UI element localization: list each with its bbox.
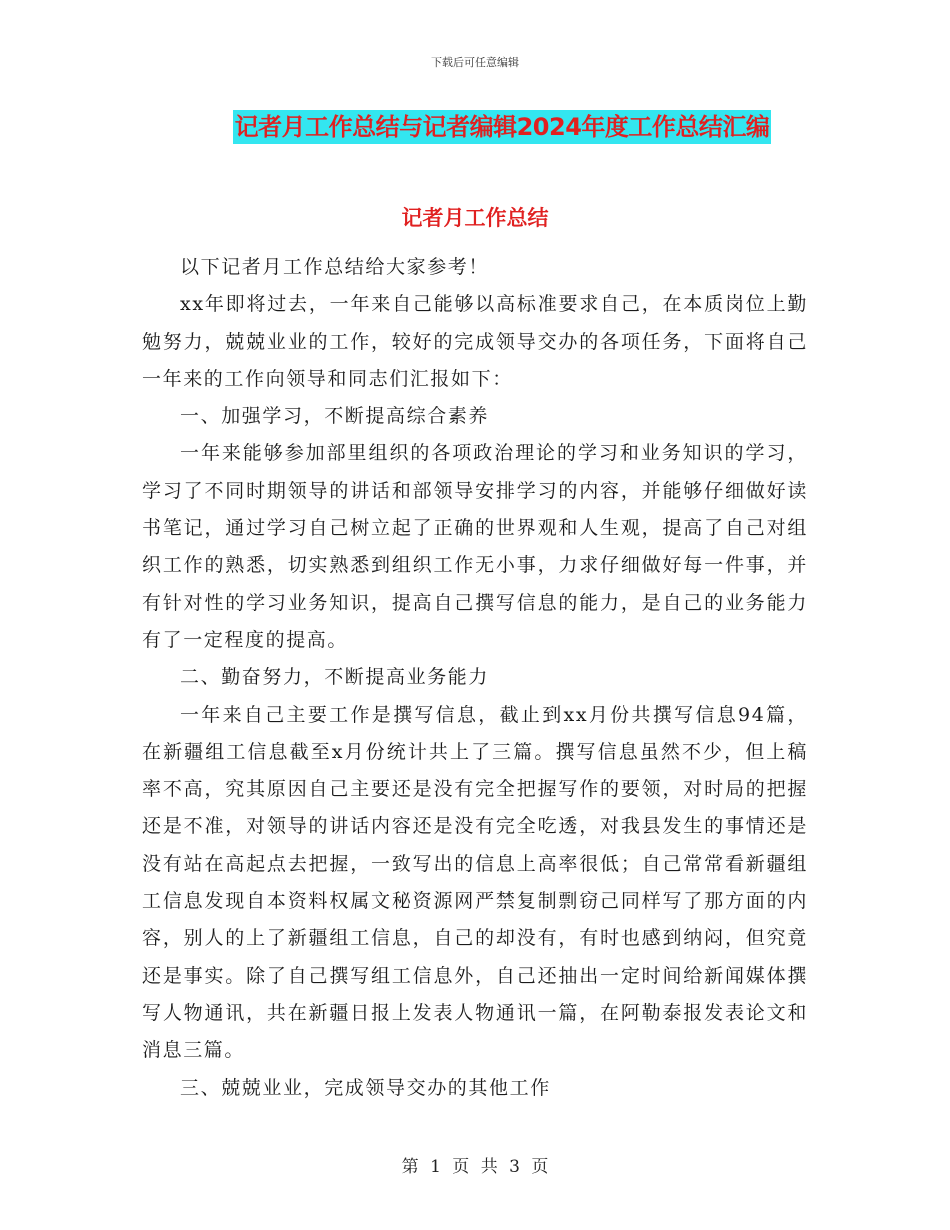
document-title-container (0, 110, 950, 144)
document-title: 记者月工作总结与记者编辑2024年度工作总结汇编 (233, 110, 772, 144)
paragraph-intro: 以下记者月工作总结给大家参考！ (180, 256, 490, 278)
document-body (142, 249, 808, 1107)
heading-other-work: 三、兢兢业业，完成领导交办的其他工作 (180, 1076, 551, 1099)
paragraph-summary: xx年即将过去，一年来自己能够以高标准要求自己，在本质岗位上勤勉努力，兢兢业业的工作，较好的完成领导交办的各项任务，下面将自己一年来的工作向领导和同志们汇报如下： (142, 293, 808, 390)
page-header-note: 下载后可任意编辑 (431, 56, 519, 69)
heading-diligence: 二、勤奋努力，不断提高业务能力 (180, 666, 490, 689)
section-title: 记者月工作总结 (401, 206, 549, 230)
paragraph-study: 一年来能够参加部里组织的各项政治理论的学习和业务知识的学习，学习了不同时期领导的讲话和部领导安排学习的内容，并能够仔细做好读书笔记，通过学习自己树立起了正确的世界观和人生观，提高了自己对组织工作的熟悉，切实熟悉到组织工作无小事，力求仔细做好每一件事，并有针对性的学习业务知识，提高自己撰写信息的能力，是自己的业务能力有了一定程度的提高。 (142, 442, 808, 651)
heading-study: 一、加强学习，不断提高综合素养 (180, 405, 490, 428)
paragraph-diligence: 一年来自己主要工作是撰写信息，截止到xx月份共撰写信息94篇，在新疆组工信息截至x月份统计共上了三篇。撰写信息虽然不少，但上稿率不高，究其原因自己主要还是没有完全把握写作的要领，对时局的把握还是不准，对领导的讲话内容还是没有完全吃透，对我县发生的事情还是没有站在高起点去把握，一致写出的信息上高率很低；自己常常看新疆组工信息发现自本资料权属文秘资源网严禁复制剽窃己同样写了那方面的内容，别人的上了新疆组工信息，自己的却没有，有时也感到纳闷，但究竟还是事实。除了自己撰写组工信息外，自己还抽出一定时间给新闻媒体撰写人物通讯，共在新疆日报上发表人物通讯一篇，在阿勒泰报发表论文和消息三篇。 (142, 703, 808, 1062)
page-number: 第 1 页 共 3 页 (401, 1157, 549, 1177)
